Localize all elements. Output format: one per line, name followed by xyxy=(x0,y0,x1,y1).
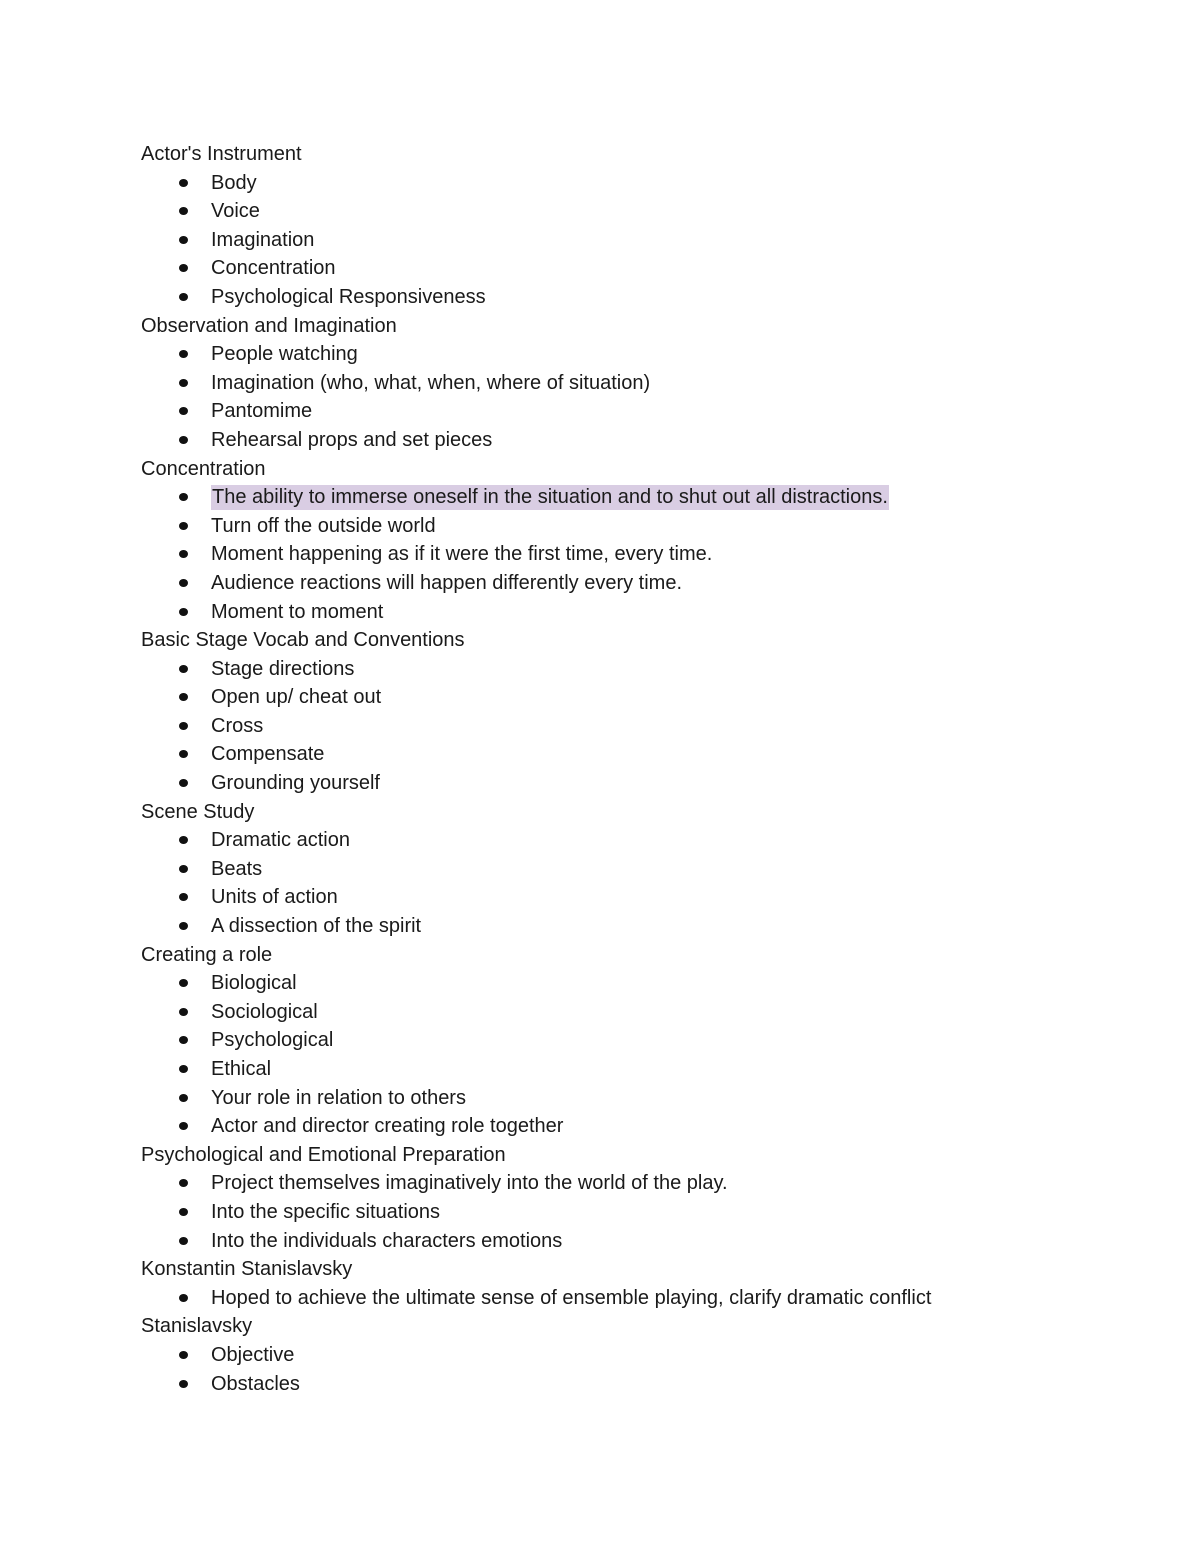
list-item xyxy=(141,1112,1141,1141)
list-item-text: Compensate xyxy=(211,743,325,766)
list-item xyxy=(141,369,1141,398)
list-item xyxy=(141,283,1141,312)
list-item xyxy=(141,569,1141,598)
list-item-text: Project themselves imaginatively into the world of the play. xyxy=(211,1172,728,1195)
list-item xyxy=(141,655,1141,684)
section-heading: Basic Stage Vocab and Conventions xyxy=(141,629,465,652)
bullet-icon xyxy=(179,350,188,358)
list-item xyxy=(141,254,1141,283)
bullet-icon xyxy=(179,779,188,787)
bullet-icon xyxy=(179,1208,188,1216)
bullet-icon xyxy=(179,407,188,415)
list-item xyxy=(141,397,1141,426)
bullet-icon xyxy=(179,608,188,616)
section-heading: Concentration xyxy=(141,457,266,480)
bullet-icon xyxy=(179,1380,188,1388)
bullet-icon xyxy=(179,293,188,301)
list-item xyxy=(141,855,1141,884)
list-item-text: Voice xyxy=(211,200,260,223)
bullet-icon xyxy=(179,236,188,244)
list-item xyxy=(141,483,1141,512)
bullet-icon xyxy=(179,750,188,758)
section-heading: Psychological and Emotional Preparation xyxy=(141,1143,506,1166)
list-item xyxy=(141,1026,1141,1055)
bullet-icon xyxy=(179,836,188,844)
list-item-text: Sociological xyxy=(211,1000,318,1023)
bullet-list xyxy=(141,340,1141,454)
list-item xyxy=(141,1284,1141,1313)
list-item xyxy=(141,1341,1141,1370)
list-item-text: Rehearsal props and set pieces xyxy=(211,428,493,451)
list-item xyxy=(141,683,1141,712)
bullet-list xyxy=(141,483,1141,626)
bullet-list xyxy=(141,1284,1141,1313)
list-item xyxy=(141,1198,1141,1227)
bullet-icon xyxy=(179,1008,188,1016)
list-item-text: Psychological Responsiveness xyxy=(211,285,486,308)
list-item xyxy=(141,169,1141,198)
list-item xyxy=(141,712,1141,741)
bullet-icon xyxy=(179,1036,188,1044)
section-heading: Stanislavsky xyxy=(141,1315,253,1338)
list-item xyxy=(141,769,1141,798)
bullet-icon xyxy=(179,722,188,730)
bullet-icon xyxy=(179,922,188,930)
list-item-text: Body xyxy=(211,171,257,194)
list-item-text: People watching xyxy=(211,343,358,366)
list-item xyxy=(141,197,1141,226)
list-item-text: Grounding yourself xyxy=(211,772,380,795)
list-item-text: Pantomime xyxy=(211,400,313,423)
list-item-text: Into the individuals characters emotions xyxy=(211,1229,563,1252)
list-item xyxy=(141,912,1141,941)
notes-content xyxy=(141,140,1141,1398)
bullet-icon xyxy=(179,665,188,673)
list-item-text: Imagination (who, what, when, where of situation) xyxy=(211,371,651,394)
list-item xyxy=(141,883,1141,912)
list-item xyxy=(141,340,1141,369)
bullet-icon xyxy=(179,1351,188,1359)
bullet-icon xyxy=(179,1237,188,1245)
list-item-text: Hoped to achieve the ultimate sense of ensemble playing, clarify dramatic conflict xyxy=(211,1286,932,1309)
bullet-icon xyxy=(179,379,188,387)
list-item-text: Ethical xyxy=(211,1058,272,1080)
list-item-text: Beats xyxy=(211,857,263,880)
bullet-icon xyxy=(179,693,188,701)
list-item-text: Biological xyxy=(211,972,297,995)
list-item xyxy=(141,226,1141,255)
highlighted-text: The ability to immerse oneself in the situation and to shut out all distractions. xyxy=(212,486,888,509)
section-heading: Creating a role xyxy=(141,943,273,966)
bullet-icon xyxy=(179,1065,188,1073)
list-item xyxy=(141,426,1141,455)
bullet-list xyxy=(141,826,1141,940)
list-item-text: Imagination xyxy=(211,228,315,251)
section-heading: Actor's Instrument xyxy=(141,143,302,165)
section-heading: Observation and Imagination xyxy=(141,314,397,337)
bullet-icon xyxy=(179,436,188,444)
bullet-icon xyxy=(179,579,188,587)
list-item xyxy=(141,1227,1141,1256)
bullet-icon xyxy=(179,207,188,215)
list-item xyxy=(141,1055,1141,1084)
bullet-icon xyxy=(179,979,188,987)
list-item-text: A dissection of the spirit xyxy=(211,915,422,938)
list-item-text: Obstacles xyxy=(211,1372,300,1395)
bullet-icon xyxy=(179,550,188,558)
bullet-icon xyxy=(179,893,188,901)
bullet-icon xyxy=(179,1094,188,1102)
list-item xyxy=(141,826,1141,855)
list-item xyxy=(141,1084,1141,1113)
bullet-icon xyxy=(179,1179,188,1187)
bullet-icon xyxy=(179,1294,188,1302)
list-item xyxy=(141,512,1141,541)
list-item-text: Actor and director creating role together xyxy=(211,1115,564,1138)
bullet-icon xyxy=(179,865,188,873)
list-item xyxy=(141,1370,1141,1399)
list-item-text: Psychological xyxy=(211,1029,334,1052)
bullet-icon xyxy=(179,493,188,501)
section-heading: Scene Study xyxy=(141,800,255,823)
bullet-list xyxy=(141,655,1141,798)
bullet-list xyxy=(141,1169,1141,1255)
list-item-text: Turn off the outside world xyxy=(211,514,436,537)
list-item-text: Objective xyxy=(211,1343,295,1366)
list-item-text: Moment happening as if it were the first time, every time. xyxy=(211,543,713,566)
bullet-icon xyxy=(179,264,188,272)
list-item-text: Moment to moment xyxy=(211,600,384,623)
bullet-icon xyxy=(179,179,188,187)
list-item-text: Cross xyxy=(211,714,264,737)
list-item-text: Stage directions xyxy=(211,657,355,680)
bullet-list xyxy=(141,169,1141,312)
section-heading: Konstantin Stanislavsky xyxy=(141,1258,353,1281)
list-item xyxy=(141,1169,1141,1198)
list-item-text: Into the specific situations xyxy=(211,1200,441,1223)
list-item-text: Units of action xyxy=(211,886,338,909)
list-item xyxy=(141,598,1141,627)
list-item xyxy=(141,969,1141,998)
list-item-text: Open up/ cheat out xyxy=(211,686,382,709)
list-item-text: Concentration xyxy=(211,257,336,280)
list-item xyxy=(141,998,1141,1027)
bullet-icon xyxy=(179,1122,188,1130)
list-item xyxy=(141,740,1141,769)
list-item-text: Your role in relation to others xyxy=(211,1086,466,1109)
bullet-list xyxy=(141,969,1141,1141)
bullet-icon xyxy=(179,522,188,530)
list-item xyxy=(141,540,1141,569)
list-item-text: Dramatic action xyxy=(211,829,350,852)
bullet-list xyxy=(141,1341,1141,1398)
list-item-text: Audience reactions will happen differently every time. xyxy=(211,571,682,594)
